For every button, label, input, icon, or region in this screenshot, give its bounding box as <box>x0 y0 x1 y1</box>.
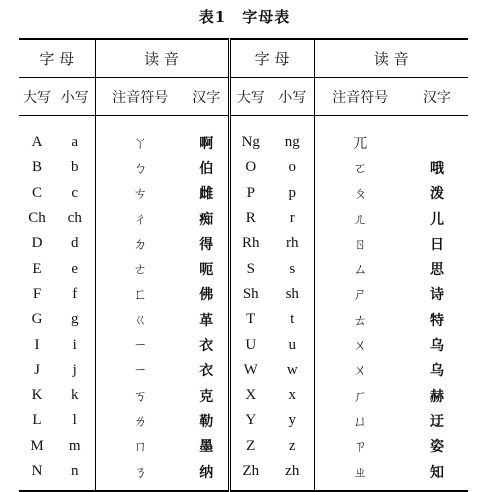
header-lower-left: 小写 <box>55 78 95 116</box>
left-upper-cell: K <box>31 387 43 404</box>
right-zhuyin-cell: ㄨ <box>353 338 368 355</box>
right-upper-cell: Z <box>246 437 256 454</box>
right-zhuyin-cell: ㄖ <box>353 236 368 253</box>
left-hanzi-cell: 呃 <box>185 256 229 281</box>
header-upper-right: 大写 <box>229 78 271 116</box>
header-zhuyin-right: 注音符号 <box>314 78 406 116</box>
left-lower-cell: c <box>55 181 95 206</box>
right-upper-cell: Zh <box>242 463 260 479</box>
left-lower-cell: k <box>55 383 95 408</box>
left-hanzi-cell: 衣 <box>185 358 229 383</box>
table-row <box>19 459 468 491</box>
left-hanzi-cell: 伯 <box>185 155 229 180</box>
left-lower-cell: e <box>55 256 95 281</box>
right-zhuyin-cell: ㄗ <box>353 439 368 456</box>
left-upper-cell: C <box>31 184 42 201</box>
right-hanzi-cell: 迂 <box>430 413 444 430</box>
left-hanzi-cell: 啊 <box>185 116 229 156</box>
left-hanzi-cell: 勒 <box>185 408 229 433</box>
right-upper-cell: Sh <box>242 285 259 302</box>
right-zhuyin-cell: ㄦ <box>353 211 368 228</box>
table-row <box>19 181 468 206</box>
right-zhuyin-cell: ㄓ <box>353 464 368 481</box>
right-zhuyin-cell: ㄕ <box>353 287 368 304</box>
left-lower-cell: l <box>55 408 95 433</box>
table-row <box>19 116 468 156</box>
left-upper-cell: Ch <box>28 210 46 227</box>
left-upper-cell: I <box>34 336 40 353</box>
left-lower-cell: m <box>55 434 95 459</box>
right-zhuyin-cell: ㄏ <box>353 388 368 405</box>
left-upper-cell: L <box>32 412 42 429</box>
right-hanzi-cell: 知 <box>430 464 444 481</box>
header-hanzi-right: 汉字 <box>406 78 468 116</box>
left-zhuyin-cell: ㄎ <box>133 388 148 405</box>
left-hanzi-cell: 得 <box>185 231 229 256</box>
left-lower-cell: n <box>55 459 95 491</box>
header-upper-left: 大写 <box>19 78 55 116</box>
left-zhuyin-cell: ㄉ <box>133 236 148 253</box>
left-upper-cell: F <box>32 285 42 302</box>
right-upper-cell: X <box>245 387 257 404</box>
header-row-groups <box>19 39 468 78</box>
header-reading-left: 读 音 <box>95 39 229 78</box>
left-lower-cell: d <box>55 231 95 256</box>
left-zhuyin-cell: ㄈ <box>133 287 148 304</box>
left-hanzi-cell: 佛 <box>185 282 229 307</box>
left-zhuyin-cell: ㄍ <box>133 312 148 329</box>
left-hanzi-cell: 墨 <box>185 434 229 459</box>
left-upper-cell: N <box>31 463 43 479</box>
right-zhuyin-cell: ㄊ <box>353 312 368 329</box>
right-hanzi-cell: 泼 <box>430 186 444 203</box>
header-zhuyin-left: 注音符号 <box>95 78 185 116</box>
right-lower-cell: w <box>271 358 314 383</box>
left-upper-cell: J <box>34 361 40 378</box>
right-zhuyin-cell: ㄆ <box>353 186 368 203</box>
right-upper-cell: S <box>246 260 255 277</box>
left-upper-cell: M <box>30 437 44 454</box>
left-upper-cell: E <box>32 260 42 277</box>
left-hanzi-cell: 衣 <box>185 332 229 357</box>
right-lower-cell: x <box>271 383 314 408</box>
right-hanzi-cell <box>406 116 468 156</box>
left-lower-cell: a <box>55 116 95 156</box>
right-zhuyin-cell: ㄨ <box>353 363 368 380</box>
right-lower-cell: t <box>271 307 314 332</box>
right-lower-cell: p <box>271 181 314 206</box>
right-upper-cell: O <box>245 159 257 176</box>
right-hanzi-cell: 儿 <box>430 211 444 228</box>
left-lower-cell: f <box>55 282 95 307</box>
header-letters-right: 字 母 <box>229 39 314 78</box>
right-lower-cell: u <box>271 332 314 357</box>
right-upper-cell: Y <box>245 412 257 429</box>
alphabet-table <box>19 38 468 492</box>
header-hanzi-left: 汉字 <box>185 78 229 116</box>
right-lower-cell: y <box>271 408 314 433</box>
table-row <box>19 408 468 433</box>
right-hanzi-cell: 特 <box>430 312 444 329</box>
header-lower-right: 小写 <box>271 78 314 116</box>
left-hanzi-cell: 雌 <box>185 181 229 206</box>
left-hanzi-cell: 革 <box>185 307 229 332</box>
right-lower-cell: s <box>271 256 314 281</box>
right-zhuyin-cell: ㄩ <box>353 413 368 430</box>
right-lower-cell: z <box>271 434 314 459</box>
table-row <box>19 434 468 459</box>
table-row <box>19 383 468 408</box>
table-row <box>19 206 468 231</box>
right-hanzi-cell: 日 <box>430 236 444 253</box>
header-row-columns <box>19 78 468 116</box>
table-row <box>19 256 468 281</box>
right-upper-cell: W <box>243 361 258 378</box>
right-zhuyin-cell: ㄙ <box>353 262 368 279</box>
left-zhuyin-cell: ㄜ <box>133 262 148 279</box>
left-hanzi-cell: 痴 <box>185 206 229 231</box>
right-upper-cell: T <box>246 311 256 328</box>
left-zhuyin-cell: ㄚ <box>133 135 148 152</box>
left-hanzi-cell: 克 <box>185 383 229 408</box>
right-upper-cell: U <box>245 336 257 353</box>
page-title: 表1 字母表 <box>198 8 291 26</box>
left-upper-cell: A <box>31 134 43 151</box>
table-row <box>19 155 468 180</box>
right-upper-cell: R <box>245 210 256 227</box>
left-lower-cell: i <box>55 332 95 357</box>
right-upper-cell: Rh <box>241 235 260 252</box>
left-upper-cell: B <box>31 159 42 176</box>
left-zhuyin-cell: ㄧ <box>133 338 148 355</box>
left-lower-cell: ch <box>55 206 95 231</box>
right-hanzi-cell: 赫 <box>430 388 444 405</box>
right-hanzi-cell: 哦 <box>430 160 444 177</box>
right-upper-cell: Ng <box>241 134 260 151</box>
left-lower-cell: g <box>55 307 95 332</box>
left-zhuyin-cell: ㄧ <box>133 363 148 380</box>
right-hanzi-cell: 思 <box>430 262 444 279</box>
left-zhuyin-cell: ㄅ <box>133 160 148 177</box>
left-zhuyin-cell: ㄘ <box>133 186 148 203</box>
right-zhuyin-cell: ㄫ <box>353 135 368 152</box>
right-zhuyin-cell: ㄛ <box>353 160 368 177</box>
right-hanzi-cell: 乌 <box>430 363 444 380</box>
left-zhuyin-cell: ㄌ <box>133 413 148 430</box>
left-zhuyin-cell: ㄔ <box>133 211 148 228</box>
left-zhuyin-cell: ㄇ <box>133 439 148 456</box>
left-upper-cell: G <box>31 311 43 328</box>
right-upper-cell: P <box>246 184 255 201</box>
right-lower-cell: r <box>271 206 314 231</box>
header-letters-left: 字 母 <box>19 39 95 78</box>
right-hanzi-cell: 乌 <box>430 338 444 355</box>
table-row <box>19 307 468 332</box>
left-upper-cell: D <box>31 235 43 252</box>
right-lower-cell: sh <box>271 282 314 307</box>
right-lower-cell: o <box>271 155 314 180</box>
right-hanzi-cell: 姿 <box>430 439 444 456</box>
right-lower-cell: ng <box>271 116 314 156</box>
table-row <box>19 282 468 307</box>
table-row <box>19 332 468 357</box>
left-lower-cell: b <box>55 155 95 180</box>
table-row <box>19 358 468 383</box>
right-hanzi-cell: 诗 <box>430 287 444 304</box>
left-lower-cell: j <box>55 358 95 383</box>
table-row <box>19 231 468 256</box>
right-lower-cell: zh <box>271 459 314 491</box>
right-lower-cell: rh <box>271 231 314 256</box>
header-reading-right: 读 音 <box>314 39 468 78</box>
left-zhuyin-cell: ㄋ <box>133 464 148 481</box>
left-hanzi-cell: 纳 <box>185 459 229 491</box>
